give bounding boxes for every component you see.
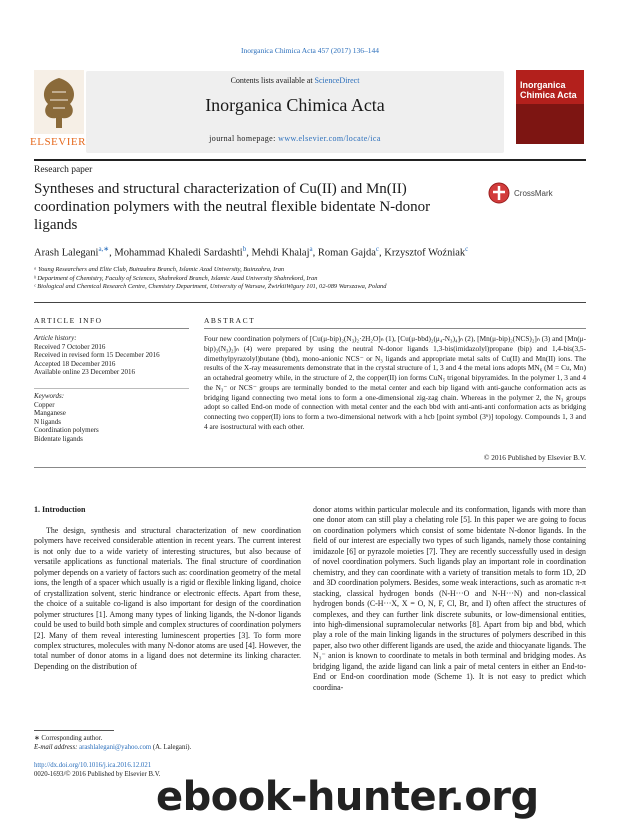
contents-prefix: Contents lists available at [230,76,315,85]
footnote-divider [34,730,114,731]
keyword: Copper [34,400,55,409]
journal-citation[interactable]: Inorganica Chimica Acta 457 (2017) 136–144 [241,46,379,55]
keyword: Manganese [34,409,66,418]
footnote [34,734,301,752]
journal-homepage [86,134,504,143]
body-paragraph: donor atoms within particular molecule and its conformation, ligands with more than one donor atom can still play a chelating role [5]. In this paper we are going to focus on coordination polymers which consist of some bidentate N-donor ligands. In the field of our interest are especially two types of such ligands, namely those containing imidazole [6] or pyrazole moieties [7]. They are recently successfully used in design of novel coordination polymers. Such ligands play an important role in coordination chemistry, and they can coordinate with a variety of transition metals to form 1D, 2D and 3D coordination polymers. Besides, some weak interactions, such as aromatic π-π stacking, classical hydrogen bonds (N-H···O and N-H···N) and non-classical hydrogen bonds (C-H···X, X = O, N, F, Cl, Br, and I) often affect the structures of complexes, and they can further link discrete subunits, or low-dimensional entities, into high-dimensional supramolecular networks [8]. Apart from bip and bbd, which play a role of the main linking ligands in the structures of polymers described in this paper, also two other different ligands are used, the azide and thiocyanate ligands. The N₃⁻ anion is known to coordinate to metals in both terminal and bridging modes. As bridging ligand, the azide ligand can link a pair of metal centers in either an End-to-End or End-on coordination mode (Scheme 1). It is not easy to predict which coordina- [313,505,586,692]
affiliation: ᵃ Young Researchers and Elite Club, Buinzahra Branch, Islamic Azad University, Buinzahra, Iran [34,266,285,273]
issn-line: 0020-1693/© 2016 Published by Elsevier B.V. [34,771,161,778]
author-list: Arash Lalegani$^{a,∗}$, Mohammad Khaledi Sardashti$^b$, Mehdi Khalaj$^a$, Roman Gajda$^c$, Krzysztof Woźniak$^c$ [34,245,469,259]
sciencedirect-link[interactable]: ScienceDirect [314,76,360,85]
abstract-heading: ABSTRACT [204,316,256,325]
doi-link[interactable]: http://dx.doi.org/10.1016/j.ica.2016.12.021 [34,762,152,769]
abstract-bottom-divider [34,467,586,468]
keyword: N ligands [34,417,62,426]
keyword-list [34,392,189,444]
affiliations [34,266,594,292]
article-title: Syntheses and structural characterization of Cu(II) and Mn(II) coordination polymers with the neutral flexible bidentate N-donor ligands [34,181,431,233]
author-affil-mark[interactable]: a,∗ [98,245,110,253]
introduction-heading: 1. Introduction [34,505,86,514]
history-item: Received 7 October 2016 [34,342,106,351]
author-affil-mark[interactable]: b [242,245,247,253]
author-affil-mark[interactable]: c [465,245,469,253]
author-name[interactable]: Mohammad Khaledi Sardashti [114,247,243,259]
corresponding-author-note: ∗ Corresponding author. [34,735,103,742]
homepage-link[interactable]: www.elsevier.com/locate/ica [278,134,381,143]
abstract-divider [204,328,586,329]
cover-title: Inorganica Chimica Acta [520,80,577,100]
article-history [34,334,189,377]
cover-strip [516,104,584,144]
author-affil-mark[interactable]: c [375,245,380,253]
article-info-heading: ARTICLE INFO [34,316,103,325]
keyword: Coordination polymers [34,426,99,435]
keyword: Bidentate ligands [34,434,83,443]
header-divider [34,159,586,161]
affiliation-divider [34,302,586,303]
keywords-divider [34,388,189,389]
article-info-divider [34,328,189,329]
journal-cover-image[interactable] [516,70,584,144]
email-line [34,743,301,752]
abstract-text: Four new coordination polymers of [Cu(μ-bip)₂(N₃)₂·2H₂O]ₙ (1), [Cu(μ-bbd)₂(μ₄-N₃)₄]ₙ (2), [Mn(μ-bip)₂(NCS)₂]ₙ (3) and [Mn(μ-bip)₂(N₃)₂]ₙ (4) were prepared by using the neutral N-donor ligands 1,3-bis(imidazolyl)propane (bip) and 1,4-bis(3,5-dimethylpyrazolyl)butane (bbd), mono-anionic NCS⁻ or N₃ ligands and appropriate metal salts of Cu(II) and Mn(II) ions. The results of the X-ray measurements demonstrate that in the crystal structure of 1, 3 and 4 the metal ions adopts MN₆ (M = Cu, Mn) an octahedral geometry while, in the structure of 2, the copper(II) ion forms CuN₅ trigonal bipyramides. In the polymer 1, 3 and 4 the N₃⁻ or NCS⁻ groups are terminally bonded to the metal center and each bip ligand with anti-gauche conformation acts as bridging ligand connecting two metal ions to form a one-dimensional zig-zag chain. Whereas in the polymer 2, the N₃ groups adopt so called End-on mode of connection with metal center and the each bbd with anti-anti-anti conformation acts as bridging connecting two copper(II) ions to form a two-dimensional network with a hcb [point symbol (3⁶)] topology. Compounds 1, 3 and 4 are isostructural with each other. [204,334,586,431]
homepage-prefix: journal homepage: [209,134,279,143]
crossmark-icon [488,182,510,204]
history-label: Article history: [34,334,77,342]
contents-line [86,76,504,85]
history-item: Available online 23 December 2016 [34,368,135,377]
body-column-right [313,505,586,693]
history-item: Accepted 18 December 2016 [34,359,116,368]
affiliation: ᶜ Biological and Chemical Research Centre, Chemistry Department, University of Warsaw, ŻwirkiiWigury 101, 02-089 Warszawa, Poland [34,283,387,290]
crossmark-label: CrossMark [514,189,553,198]
crossmark-badge[interactable] [488,182,568,206]
body-paragraph: The design, synthesis and structural characterization of new coordination polymers have received considerable attention in recent years. The current interest is not only due to a wide variety of interesting structures, but also because of versatile applications as functional materials. The final structure of coordination polymer depends on a variety of factors such as: coordination geometry of the metal ions, the length of a spacer which usually is a rigid or flexible linking ligand, choice of crystallization solvent, steric hindrance or electronic effects. Apart from these, the choice of a suitable co-ligand is also important for design of the coordination polymer structures [1]. Among many types of linking ligands, the N-donor ligands could be used to build both simple and complex structures of coordination polymers [2]. Many of them reveal interesting luminescent properties [3]. To form more complex structures, molecules with many N-donor atoms are used [4]. However, the total number of donor atoms in a ligand does not determine its linking character. Depending on the distribution of [34,526,301,671]
history-item: Received in revised form 15 December 2016 [34,351,160,360]
affiliation: ᵇ Department of Chemistry, Faculty of Sciences, Shahrekord Branch, Islamic Azad University Shahrekord, Iran [34,274,318,282]
journal-name: Inorganica Chimica Acta [205,95,385,115]
article-type: Research paper [34,165,93,175]
keywords-label: Keywords: [34,392,65,400]
author-name[interactable]: Mehdi Khalaj [251,247,310,259]
body-column-left [34,526,301,672]
author-affil-mark[interactable]: a [309,245,313,253]
author-name[interactable]: Krzysztof Woźniak [384,247,466,259]
email-link[interactable]: arashlalegani@yahoo.com [79,744,152,751]
author-name[interactable]: Roman Gajda [317,247,376,259]
abstract-copyright: © 2016 Published by Elsevier B.V. [483,453,586,462]
elsevier-tree-icon [34,70,84,134]
email-label: E-mail address: [34,744,80,751]
author-name[interactable]: Arash Lalegani [34,247,99,259]
email-suffix: (A. Lalegani). [151,744,192,751]
elsevier-wordmark: ELSEVIER [30,136,86,148]
watermark-text: ebook-hunter.org [156,774,539,820]
